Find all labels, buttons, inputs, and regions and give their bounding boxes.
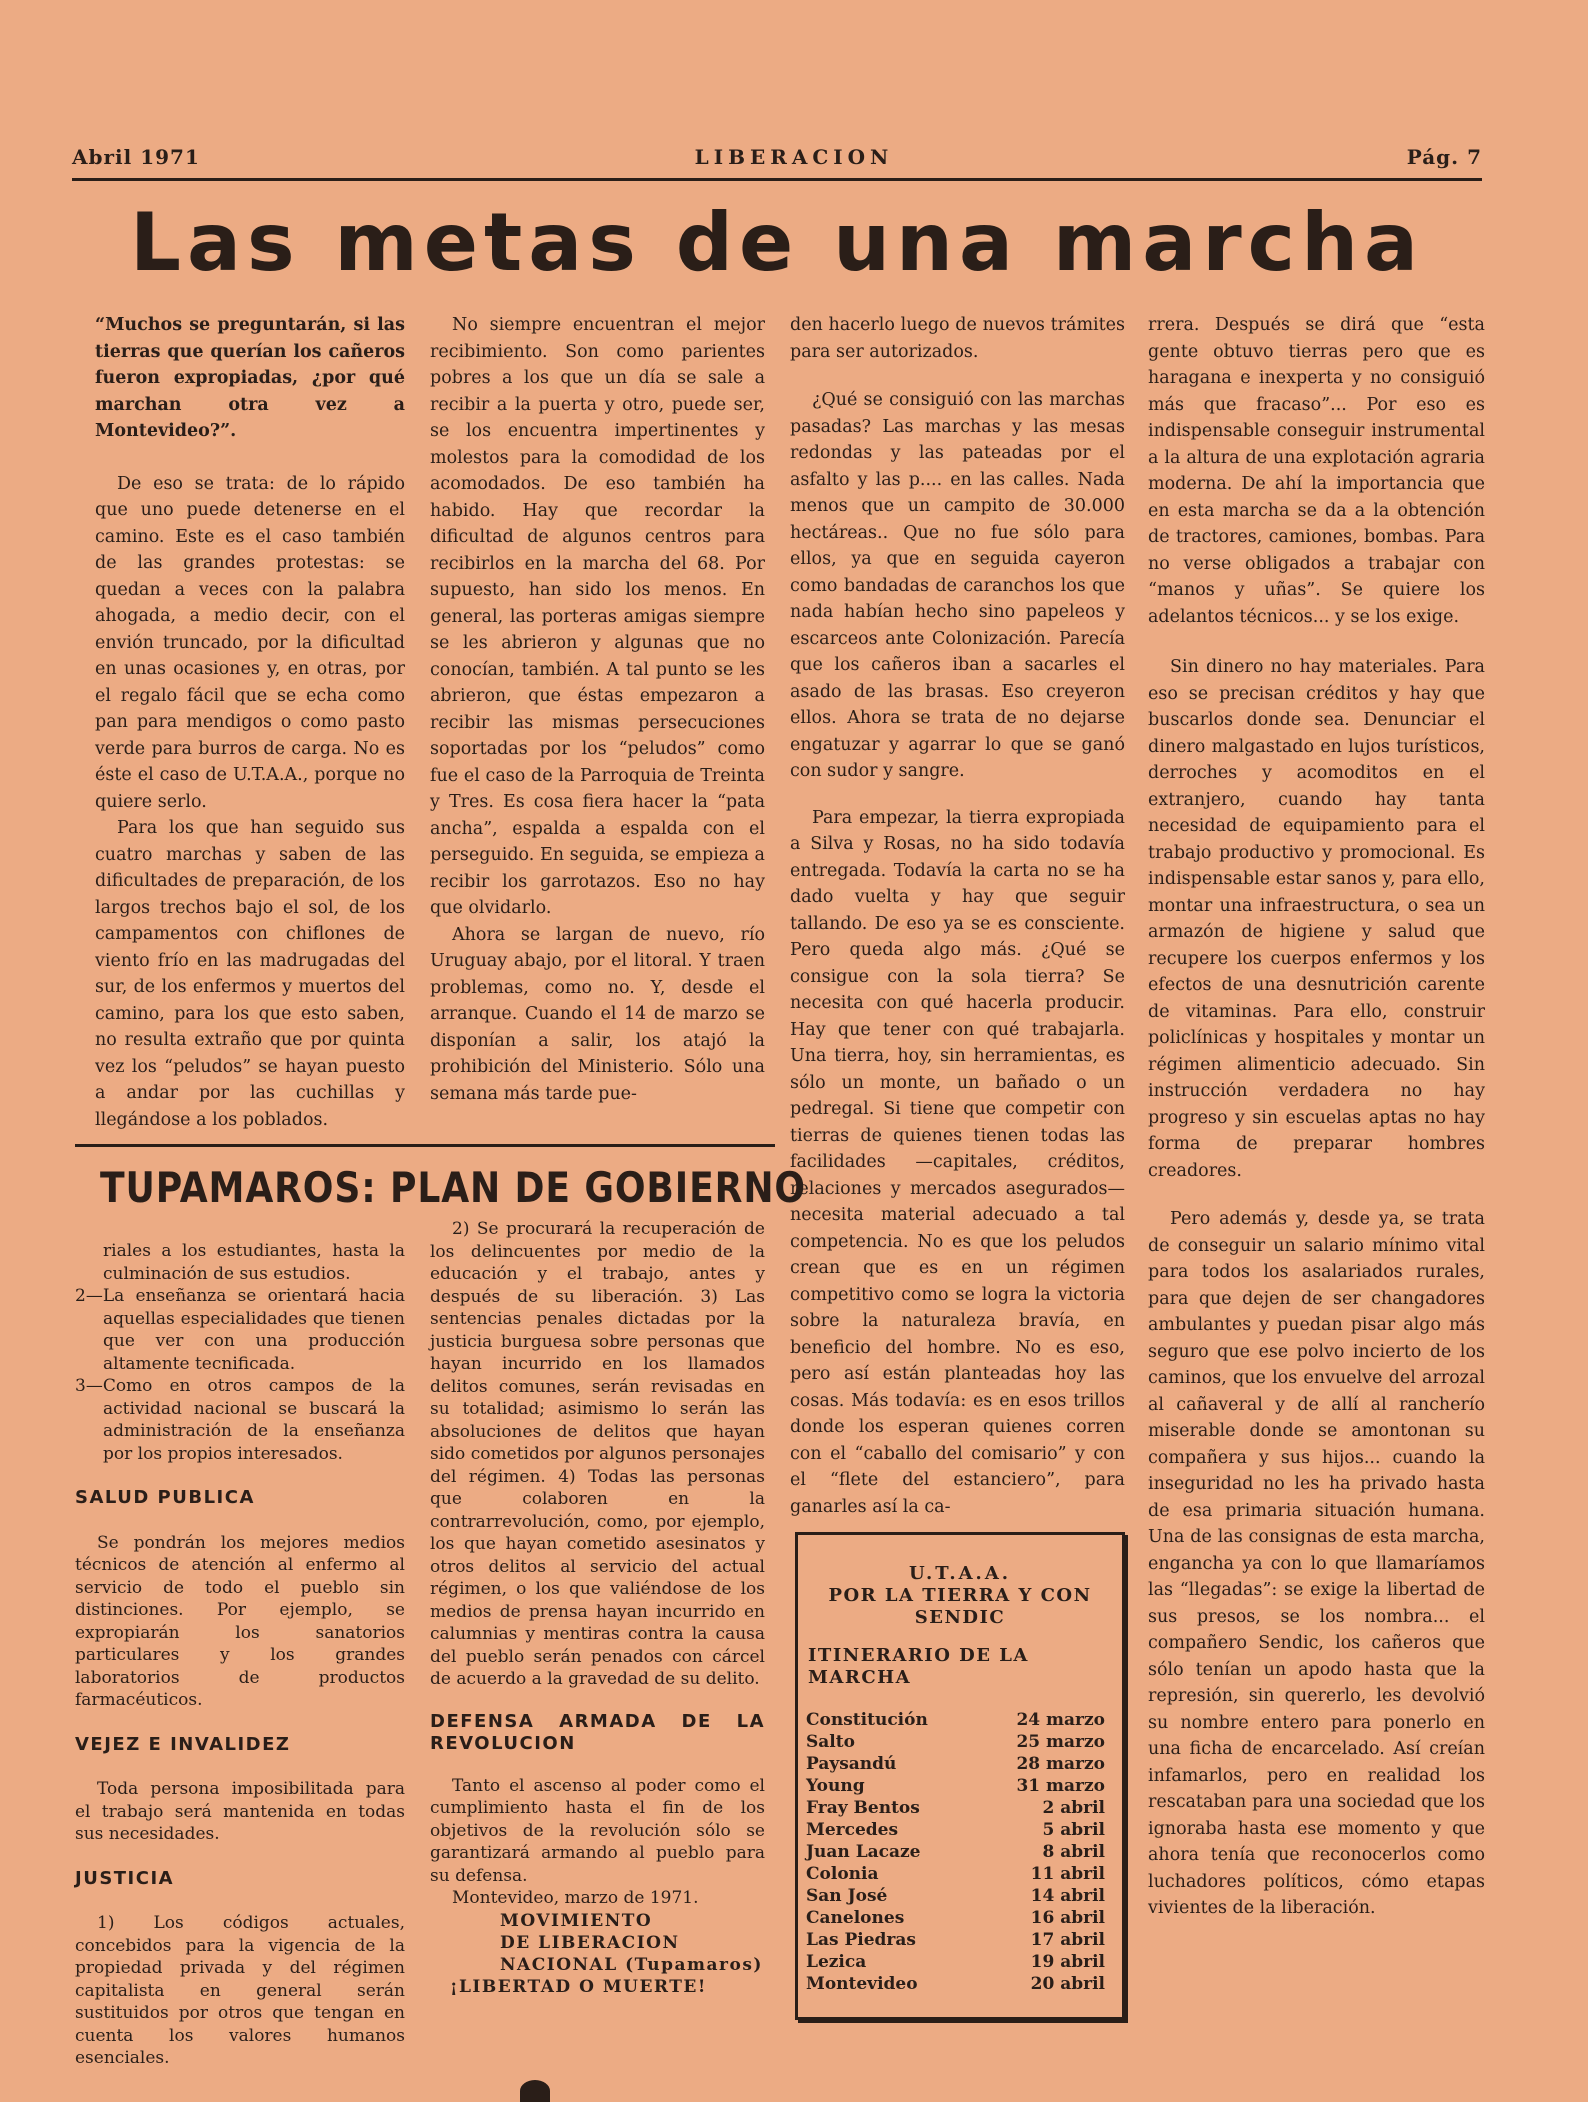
section-heading-defensa: DEFENSA ARMADA DE LA REVOLUCION [430,1710,765,1754]
itinerary-place: Canelones [806,1908,905,1928]
itinerary-place: Juan Lacaze [806,1842,921,1862]
article-paragraph: rrera. Después se dirá que “esta gente obtuvo tierras pero que es haragana e inexperta y no consiguió más que fracaso”... Por eso es indispensable conseguir instrumental a la altura de una explotación agraria moderna. De ahí la importancia que en esta marcha se da a la obtención de tractores, camiones, bombas. Para no verse obligados a trabajar con “manos y uñas”. Se quiere los adelantos técnicos... y se los exige. [1148,315,1485,627]
itinerary-org: U.T.A.A. [908,1563,1012,1584]
itinerary-slogan: POR LA TIERRA Y CON SENDIC [828,1585,1092,1628]
salud-paragraph: Se pondrán los mejores medios técnicos de atención al enfermo al servicio de todo el pueblo sin distinciones. Por ejemplo, se expropiarán los sanatorios particulares y los grandes laboratorios de productos farmacéuticos. [75,1532,405,1710]
itinerary-table [806,1709,1111,1995]
tupamaros-column-2 [430,1218,765,1998]
article-paragraph: No siempre encuentran el mejor recibimiento. Son como parientes pobres a los que un día se sale a recibir a la puerta y otro, puede ser, se los encuentra impertinentes y molestos para la comodidad de los acomodados. De eso también ha habido. Hay que recordar la dificultad de algunos centros para recibirlos en la marcha del 68. Por supuesto, han sido los menos. En general, las porteras amigas siempre se les abrieron y algunas que no conocían, también. A tal punto se les abrieron, que éstas empezaron a recibir las mismas persecuciones soportadas por los “peludos” como fue el caso de la Parroquia de Treinta y Tres. Es cosa fiera hacer la “pata ancha”, espalda a espalda con el perseguido. En seguida, se empieza a recibir los garrotazos. Eso no hay que olvidarlo. [430,315,765,918]
itinerary-row [806,1885,1111,1907]
itinerary-row [806,1929,1111,1951]
list-item: 2—La enseñanza se orientará hacia aquellas especialidades que tienen que ver con una producción altamente tecnificada. [75,1286,405,1374]
itinerary-date: 20 abril [1030,1974,1105,1994]
tupamaros-lead: riales a los estudiantes, hasta la culminación de sus estudios. [103,1241,405,1284]
itinerary-box [795,1532,1125,2020]
page-number: Pág. 7 [1406,145,1482,169]
vejez-paragraph: Toda persona imposibilitada para el trabajo será mantenida en todas sus necesidades. [75,1779,405,1844]
itinerary-row [806,1709,1111,1731]
article-column-3 [790,312,1125,1520]
defensa-paragraph: Tanto el ascenso al poder como el cumplimiento hasta el fin de los objetivos de la revolución sólo se garantizará armando al pueblo para su defensa. [430,1775,765,1886]
itinerary-place: Lezica [806,1952,867,1972]
itinerary-date: 11 abril [1030,1864,1105,1884]
itinerary-row [806,1731,1111,1753]
newspaper-name: LIBERACION [694,145,894,169]
itinerary-place: San José [806,1886,888,1906]
itinerary-date: 24 marzo [1016,1710,1105,1730]
printer-mark [520,2080,550,2102]
article-column-2 [430,312,765,1107]
itinerary-row [806,1951,1111,1973]
itinerary-date: 17 abril [1030,1930,1105,1950]
itinerary-place: Salto [806,1732,855,1752]
itinerary-place: Colonia [806,1864,879,1884]
signature-slogan: ¡LIBERTAD O MUERTE! [450,1976,707,1997]
tupamaros-title: TUPAMAROS: PLAN DE GOBIERNO [100,1163,806,1212]
article-paragraph: Ahora se largan de nuevo, río Uruguay abajo, por el litoral. Y traen problemas, como no. Y, desde el arranque. Cuando el 14 de marzo se disponían a salir, los atajó la prohibición del Ministerio. Sólo una semana más tarde pue- [430,924,765,1104]
itinerary-place: Fray Bentos [806,1798,920,1818]
article-paragraph: Pero además y, desde ya, se trata de conseguir un salario mínimo vital para todos los asalariados rurales, para que dejen de ser changadores ambulantes y puedan pisar algo más seguro que ese polvo incierto de los caminos, que los envuelve del arrozal al cañaveral y de allí al rancherío miserable donde se amontonan su compañera y sus hijos... cuando la inseguridad no les ha privado hasta de esa primaria situación humana. Una de las consignas de esta marcha, engancha ya con lo que llamaríamos las “llegadas”: se exige la libertad de sus presos, se los nombra... el compañero Sendic, los cañeros que sólo tenían un apodo hasta que la represión, sin quererlo, les devolvió su nombre entero para ponerlo en una ficha de encarcelado. Así creían infamarlos, pero en realidad los rescataban para una sociedad que los ignoraba hasta ese momento y que ahora tenía que reconocerlos como luchadores políticos, cómo etapas vivientes de la liberación. [1148,1209,1485,1918]
itinerary-place: Constitución [806,1710,928,1730]
tupamaros-column-1 [75,1240,405,2070]
issue-date: Abril 1971 [72,145,200,169]
section-heading-salud: SALUD PUBLICA [75,1487,255,1508]
justicia-continued: 2) Se procurará la recuperación de los delincuentes por medio de la educación y el trabajo, antes y después de su liberación. 3) Las sentencias penales dictadas por la justicia burguesa sobre personas que hayan incurrido en los llamados delitos comunes, serán revisadas en su totalidad; asimismo lo serán las absoluciones de delitos que hayan sido cometidos por algunos personajes del régimen. 4) Todas las personas que colaboren en la contrarrevolución, como, por ejemplo, los que hayan cometido asesinatos y otros delitos al servicio del actual régimen, o los que valiéndose de los medios de prensa hayan incurrido en calumnias y mentiras contra la causa del pueblo serán penados con cárcel de acuerdo a la gravedad de su delito. [430,1219,765,1689]
signature-line: MOVIMIENTO [500,1910,653,1931]
itinerary-place: Paysandú [806,1754,897,1774]
article-paragraph: ¿Qué se consiguió con las marchas pasadas? Las marchas y las mesas redondas y las pateadas por el asfalto y las p.... en las calles. Nada menos que un campito de 30.000 hectáreas.. Que no fue sólo para ellos, ya que en seguida cayeron como bandadas de caranchos los que nada habían hecho sino papeleos y escarceos ante Colonización. Parecía que los cañeros iban a sacarles el asado de las brasas. Eso creyeron ellos. Ahora se trata de no dejarse engatuzar y agarrar lo que se ganó con sudor y sangre. [790,390,1125,781]
article-paragraph: den hacerlo luego de nuevos trámites para ser autorizados. [790,315,1125,362]
section-heading-justicia: JUSTICIA [75,1867,175,1889]
itinerary-date: 14 abril [1030,1886,1105,1906]
signature-line: NACIONAL (Tupamaros) [500,1954,763,1975]
section-heading-vejez: VEJEZ E INVALIDEZ [75,1733,291,1755]
headline: Las metas de una marcha [129,196,1424,289]
itinerary-date: 28 marzo [1016,1754,1105,1774]
itinerary-row [806,1841,1111,1863]
itinerary-title: ITINERARIO DE LA MARCHA [808,1645,1029,1688]
itinerary-place: Young [806,1776,865,1796]
itinerary-date: 5 abril [1042,1820,1105,1840]
itinerary-row [806,1753,1111,1775]
section-rule [75,1144,775,1147]
itinerary-place: Mercedes [806,1820,899,1840]
itinerary-date: 25 marzo [1016,1732,1105,1752]
article-paragraph: Para empezar, la tierra expropiada a Silva y Rosas, no ha sido todavía entregada. Todavía la carta no se ha dado vuelta y hay que seguir tallando. De eso ya se es consciente. Pero queda algo más. ¿Qué se consigue con la sola tierra? Se necesita con qué hacerla producir. Hay que tener con qué trabajarla. Una tierra, hoy, sin herramientas, es sólo un monte, un bañado o un pedregal. Si tiene que competir con tierras de quienes tienen todas las facilidades —capitales, créditos, relaciones y mercados asegurados— necesita material adecuado a tal competencia. No es que los peludos crean que es en un régimen competitivo como se logra la victoria sobre la naturaleza bravía, en beneficio del hombre. No es eso, pero así están planteadas hoy las cosas. Más todavía: es en esos trillos donde los esperan quienes corren con el “caballo del comisario” y con el “flete del estanciero”, para ganarles así la ca- [790,807,1125,1517]
justicia-paragraph: 1) Los códigos actuales, concebidos para la vigencia de la propiedad privada y del régimen capitalista en general serán sustituidos por otros que tengan en cuenta los valores humanos esenciales. [75,1913,405,2068]
signature-line: DE LIBERACION [500,1932,680,1953]
article-column-1 [95,312,405,1133]
itinerary-date: 19 abril [1030,1952,1105,1972]
header-rule [72,178,1482,181]
article-paragraph: Para los que han seguido sus cuatro marchas y saben de las dificultades de preparación, de los largos trechos bajo el sol, de los campamentos con chiflones de viento frío en las madrugadas del sur, de los enfermos y muertos del camino, para los que esto saben, no resulta extraño que por quinta vez los “peludos” se hayan puesto a andar por las cuchillas y llegándose a los poblados. [95,818,405,1130]
itinerary-date: 31 marzo [1016,1776,1105,1796]
dateline: Montevideo, marzo de 1971. [452,1888,699,1908]
itinerary-row [806,1973,1111,1995]
itinerary-date: 2 abril [1042,1798,1105,1818]
article-quote: “Muchos se preguntarán, si las tierras que querían los cañeros fueron expropiadas, ¿por qué marchan otra vez a Montevideo?”. [95,315,405,441]
itinerary-row [806,1863,1111,1885]
itinerary-date: 16 abril [1030,1908,1105,1928]
signature-block [500,1910,765,1976]
article-paragraph: Sin dinero no hay materiales. Para eso se precisan créditos y hay que buscarlos donde sea. Denunciar el dinero malgastado en lujos turísticos, derroches y acomoditos en el extranjero, cuando hay tanta necesidad de equipamiento para el trabajo productivo y promocional. Es indispensable estar sanos y, para ello, montar una infraestructura, o sea un armazón de higiene y salud que recupere los cuerpos enfermos y los efectos de una desnutrición carente de vitaminas. Para ello, construir policlínicas y hospitales y montar un régimen alimenticio adecuado. Sin instrucción verdadera no hay progreso y sin escuelas aptas no hay forma de preparar hombres creadores. [1148,657,1485,1181]
itinerary-date: 8 abril [1042,1842,1105,1862]
itinerary-row [806,1797,1111,1819]
itinerary-row [806,1775,1111,1797]
article-column-4 [1148,312,1485,1922]
itinerary-row [806,1907,1111,1929]
article-paragraph: De eso se trata: de lo rápido que uno puede detenerse en el camino. Este es el caso también de las grandes protestas: se quedan a veces con la palabra ahogada, a medio decir, con el envión truncado, por la dificultad en unas ocasiones y, en otras, por el regalo fácil que se echa como pan para mendigos o como pasto verde para burros de carga. No es éste el caso de U.T.A.A., porque no quiere serlo. [95,473,405,812]
itinerary-place: Montevideo [806,1974,918,1994]
list-item: 3—Como en otros campos de la actividad nacional se buscará la administración de la enseñanza por los propios interesados. [75,1376,405,1464]
itinerary-place: Las Piedras [806,1930,916,1950]
itinerary-row [806,1819,1111,1841]
